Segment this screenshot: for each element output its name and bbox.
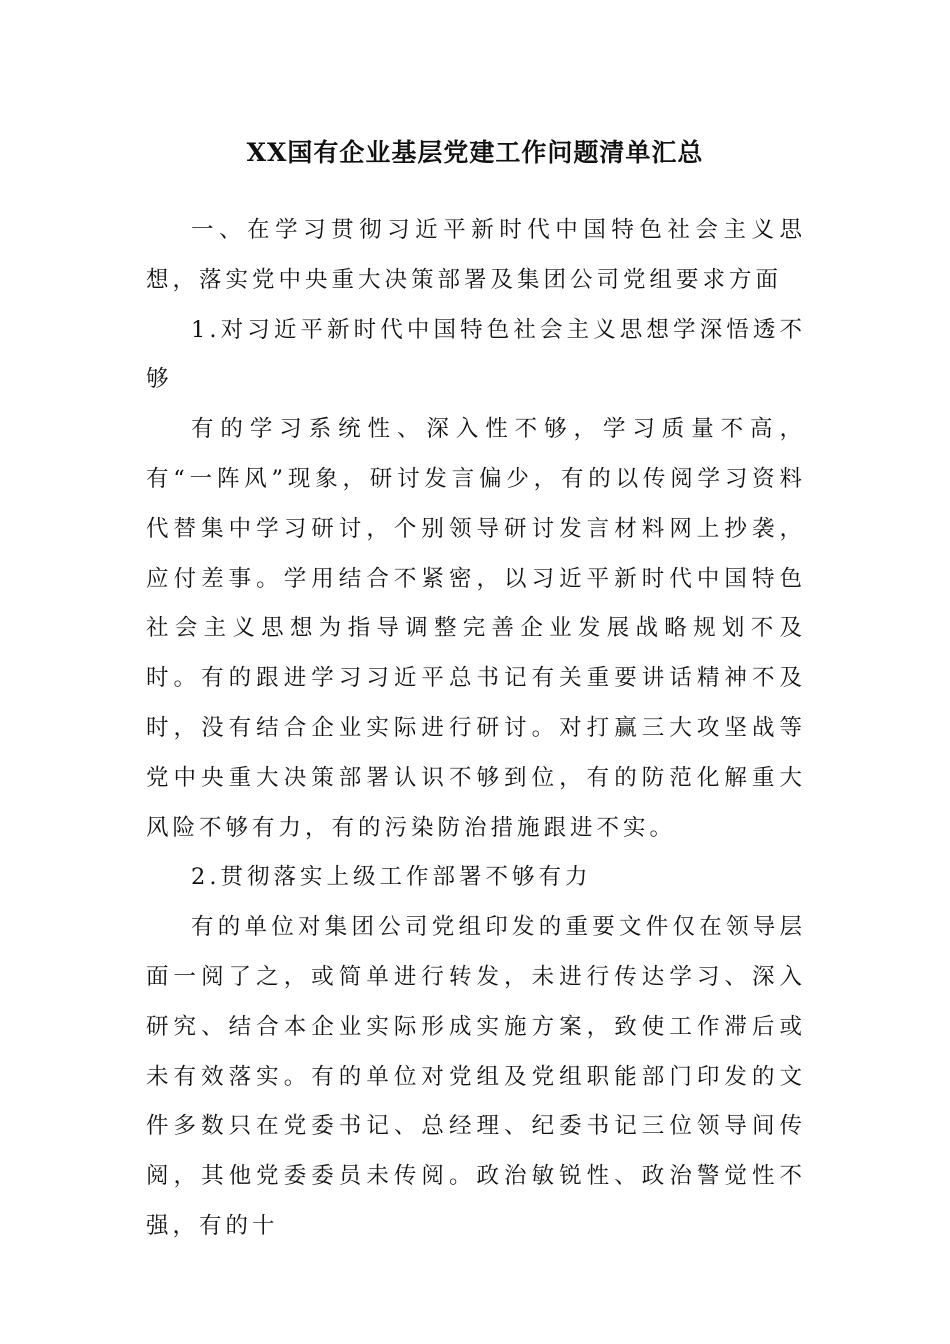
paragraph-1: 有的学习系统性、深入性不够，学习质量不高，有“一阵风”现象，研讨发言偏少，有的以传阅学习资料代替集中学习研讨，个别领导研讨发言材料网上抄袭，应付差事。学用结合不紧密，以习近平新时代中国特色社会主义思想为指导调整完善企业发展战略规划不及时。有的跟进学习习近平总书记有关重要讲话精神不及时，没有结合企业实际进行研讨。对打赢三大攻坚战等党中央重大决策部署认识不够到位，有的防范化解重大风险不够有力，有的污染防治措施跟进不实。 xyxy=(146,416,806,841)
subheading-1: 1.对习近平新时代中国特色社会主义思想学深悟透不够 xyxy=(146,316,806,393)
paragraph-2: 有的单位对集团公司党组印发的重要文件仅在领导层面一阅了之，或简单进行转发，未进行传达学习、深入研究、结合本企业实际形成实施方案，致使工作滞后或未有效落实。有的单位对党组及党组职能部门印发的文件多数只在党委书记、总经理、纪委书记三位领导间传阅，其他党委委员未传阅。政治敏锐性、政治警觉性不强，有的十 xyxy=(146,914,806,1239)
subheading-2: 2.贯彻落实上级工作部署不够有力 xyxy=(191,864,592,891)
document-title: XX国有企业基层党建工作问题清单汇总 xyxy=(246,138,704,167)
document-body xyxy=(146,206,806,1252)
section-heading: 一、在学习贯彻习近平新时代中国特色社会主义思想，落实党中央重大决策部署及集团公司党组要求方面 xyxy=(146,217,806,293)
